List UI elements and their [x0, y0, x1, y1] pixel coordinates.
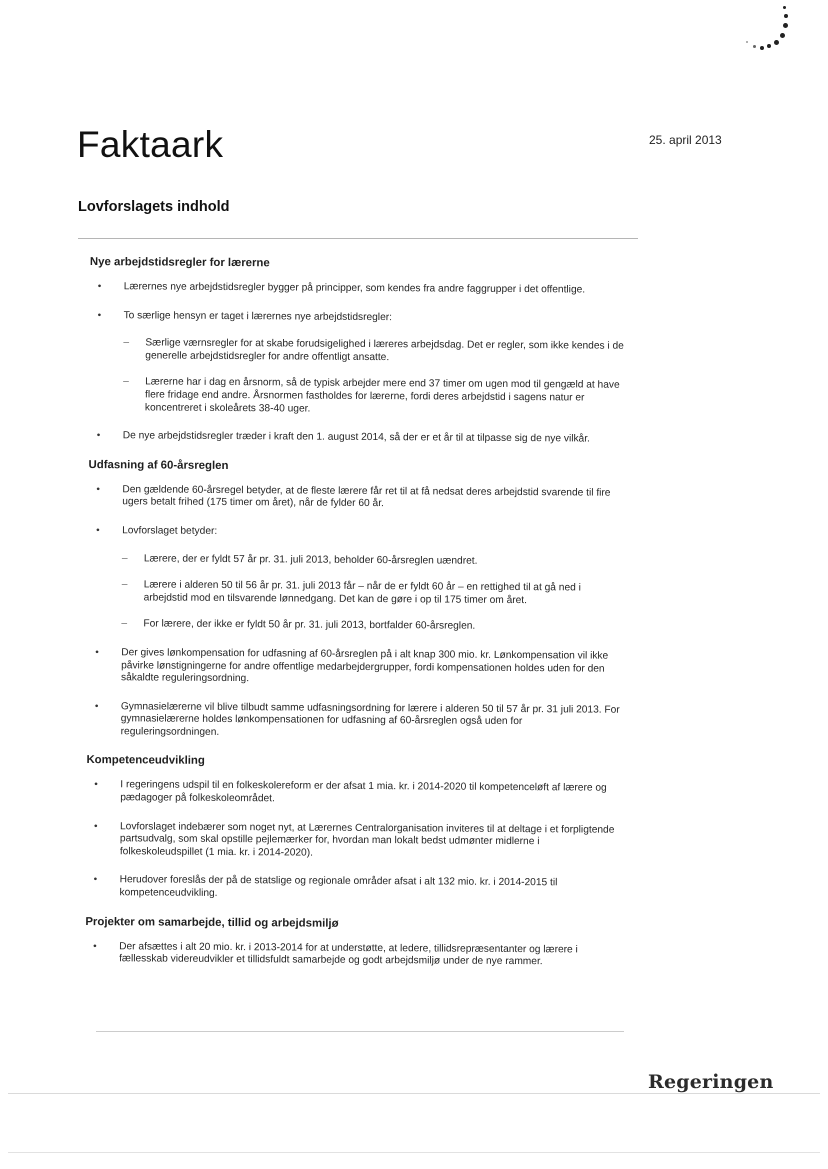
bullet-item	[82, 779, 622, 808]
bullet-text: Lærernes nye arbejdstidsregler bygger på principper, som kendes fra andre faggrupper i det offentlige.	[123, 281, 586, 296]
bullet-icon: •	[96, 525, 100, 537]
bullet-item	[82, 874, 622, 903]
bullet-item	[86, 281, 626, 297]
bullet-icon: •	[93, 820, 98, 832]
footer-divider	[8, 1093, 820, 1094]
bullet-item	[85, 430, 625, 446]
bullet-icon: •	[93, 874, 98, 886]
bullet-icon: •	[96, 483, 100, 495]
bullet-icon: •	[95, 646, 99, 659]
document-body	[81, 256, 626, 986]
bullet-item	[83, 701, 623, 743]
bullet-icon: •	[97, 309, 102, 321]
section	[83, 459, 625, 742]
sub-item-text: Særlige værnsregler for at skabe forudsigelighed i læreres arbejdsdag. Det er regler, som ikke kendes i de generelle arbejdstidsregler for andre offentligt ansatte.	[145, 337, 624, 363]
bullet-text: Herudover foreslås der på de statslige og regionale områder afsat i alt 132 mio. kr. i 2014-2015 til kompetenceudvikling.	[119, 874, 558, 899]
bullet-text: Der gives lønkompensation for udfasning af 60-årsreglen på i alt knap 300 mio. kr. Lønkompensation vil ikke påvirke lønstigningerne for andre offentlige medarbejdergrupper, fordi kompensationen holdes uden for den såkaldte reguleringsordning.	[121, 647, 609, 685]
bullet-icon: •	[97, 281, 102, 293]
dash-icon: –	[121, 579, 128, 591]
bullet-text: Gymnasielærerne vil blive tilbudt samme udfasningsordning for lærere i alderen 50 til 57 år pr. 31 juli 2013. For gymnasielærerne holdes lønkompensationen for udfasning af 60-årsreglen også uden for reguleringsordningen.	[120, 700, 620, 738]
section	[82, 754, 623, 903]
sub-item	[121, 619, 623, 635]
document-subtitle: Lovforslagets indhold	[78, 199, 230, 215]
sub-item-text: Lærerne har i dag en årsnorm, så de typisk arbejder mere end 37 timer om ugen mod til gengæld at have flere fridage end andre. Årsnormen fastholdes for lærerne, fordi deres arbejdstid i sagens natur er koncentreret i skoleårets 38-40 uger.	[144, 376, 620, 415]
brand-logo: Regeringen	[648, 1071, 774, 1093]
sub-item-text: Lærere i alderen 50 til 56 år pr. 31. juli 2013 får – når de er fyldt 60 år – en rettighed til at gå ned i arbejdstid mod en tilsvarende lønnedgang. Det kan de gøre i op til 175 timer om året.	[143, 579, 581, 606]
bullet-text: Lovforslaget betyder:	[122, 525, 218, 537]
sub-item	[122, 553, 624, 569]
bullet-text: To særlige hensyn er taget i lærernes nye arbejdstidsregler:	[123, 309, 393, 323]
sub-item-text: For lærere, der ikke er fyldt 50 år pr. 31. juli 2013, bortfalder 60-årsreglen.	[143, 618, 476, 633]
dash-icon: –	[121, 552, 128, 564]
bullet-text: Der afsættes i alt 20 mio. kr. i 2013-2014 for at understøtte, at ledere, tillidsrepræsentanter og lærere i fællesskab videreudvikler et tillidsfuldt samarbejde og godt arbejdsmiljø under de nye rammer.	[119, 940, 578, 968]
sub-list	[121, 553, 624, 635]
content-end-divider	[96, 1031, 624, 1032]
sub-list	[123, 337, 626, 417]
section-heading: Nye arbejdstidsregler for lærerne	[89, 256, 270, 270]
header-divider	[78, 238, 638, 239]
bullet-icon: •	[93, 940, 97, 952]
bullet-item	[83, 647, 623, 689]
bullet-item	[82, 821, 622, 863]
dot-arc-logo-icon	[740, 4, 790, 56]
sub-item-text: Lærere, der er fyldt 57 år pr. 31. juli 2013, beholder 60-årsreglen uændret.	[143, 552, 478, 567]
bullet-text: Den gældende 60-årsregel betyder, at de fleste lærere får ret til at få nedsat deres arbejdstid svarende til fire ugers betalt frihed (175 timer om året), når de fylder 60 år.	[122, 484, 611, 510]
bullet-item	[81, 941, 621, 970]
bullet-icon: •	[94, 700, 99, 712]
section-heading: Projekter om samarbejde, tillid og arbejdsmiljø	[85, 915, 339, 930]
bullet-icon: •	[94, 779, 98, 791]
section	[85, 256, 626, 447]
bullet-text: I regeringens udspil til en folkeskolereform er der afsat 1 mia. kr. i 2014-2020 til kompetenceløft af lærere og pædagoger på folkeskoleområdet.	[120, 779, 607, 805]
sub-item	[123, 337, 625, 366]
sub-item	[122, 579, 624, 608]
dash-icon: –	[121, 618, 128, 630]
page-bottom-divider	[8, 1152, 820, 1153]
bullet-icon: •	[96, 430, 101, 442]
section-heading: Kompetenceudvikling	[86, 754, 205, 768]
dash-icon: –	[123, 376, 129, 388]
section-heading: Udfasning af 60-årsreglen	[88, 458, 229, 472]
bullet-item	[84, 484, 624, 513]
section	[81, 916, 621, 970]
document-date: 25. april 2013	[649, 133, 722, 147]
dash-icon: –	[123, 337, 130, 349]
bullet-item	[83, 525, 624, 635]
bullet-text: Lovforslaget indebærer som noget nyt, at Lærernes Centralorganisation inviteres til at deltage i et forpligtende partsudvalg, som skal opstille pejlemærker for, hvordan man lokalt bedst udmønter midlerne i folkeskoleudspillet (1 mia. kr. i 2014-2020).	[119, 820, 615, 859]
page-title: Faktaark	[77, 124, 224, 165]
bullet-text: De nye arbejdstidsregler træder i kraft den 1. august 2014, så der er et år til at tilpasse sig de nye vilkår.	[122, 430, 590, 445]
bullet-item	[85, 310, 626, 418]
sub-item	[123, 377, 625, 418]
